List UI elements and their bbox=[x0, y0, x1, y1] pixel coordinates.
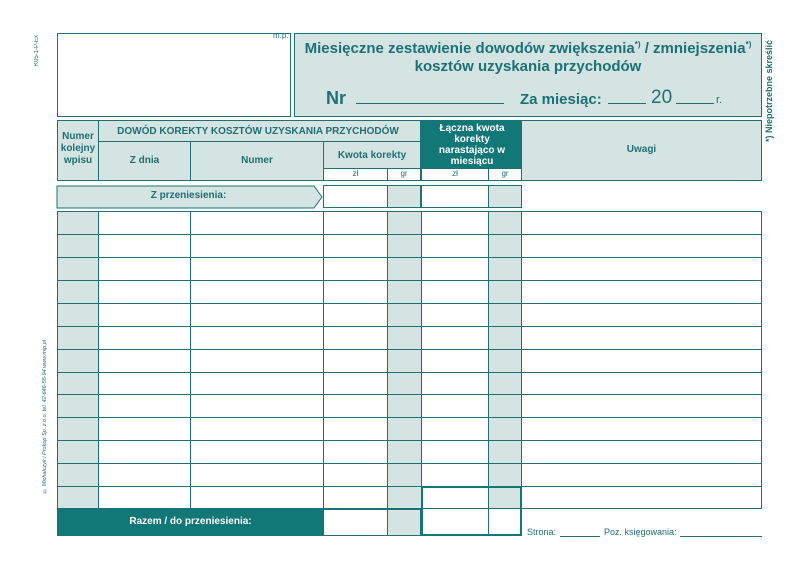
stamp-box bbox=[57, 33, 291, 117]
z-przeniesienia-kwota-gr[interactable] bbox=[387, 185, 421, 208]
header-numer-kolejny-label: Numer kolejny wpisu bbox=[60, 131, 96, 166]
stamp-label: m.p. bbox=[273, 31, 289, 40]
table-row[interactable] bbox=[57, 417, 762, 418]
year-suffix: r. bbox=[716, 94, 723, 106]
form-code: K05-1-P-Ex bbox=[34, 35, 40, 67]
za-miesiac-label: Za miesiąc: bbox=[520, 91, 602, 108]
poz-field[interactable] bbox=[680, 536, 762, 537]
title-mark2: *) bbox=[745, 40, 752, 49]
laczna-final-divider bbox=[488, 488, 489, 534]
z-przeniesienia-laczna-gr[interactable] bbox=[488, 185, 522, 208]
grid-vline bbox=[190, 211, 191, 509]
table-row[interactable] bbox=[57, 394, 762, 395]
header-z-dnia-label: Z dnia bbox=[129, 155, 160, 166]
header-dowod-label: DOWÓD KOREKTY KOSZTÓW UZYSKANIA PRZYCHODÓW bbox=[117, 126, 399, 137]
razem-kwota-gr[interactable] bbox=[387, 509, 421, 536]
table-row[interactable] bbox=[57, 326, 762, 327]
title-mark1: *) bbox=[634, 40, 641, 49]
grid-vline bbox=[387, 211, 388, 509]
header-uwagi-label: Uwagi bbox=[626, 144, 657, 155]
year-field[interactable] bbox=[676, 103, 714, 104]
header-kwota-label: Kwota korekty bbox=[337, 150, 407, 161]
strona-field[interactable] bbox=[560, 536, 600, 537]
header-laczna-zl-label: zł bbox=[452, 169, 458, 178]
grid-vline bbox=[488, 211, 489, 509]
laczna-final-box[interactable] bbox=[421, 486, 522, 536]
table-row[interactable] bbox=[57, 349, 762, 350]
z-przeniesienia-laczna-zl[interactable] bbox=[421, 185, 489, 208]
grid-vline bbox=[421, 211, 422, 509]
table-row[interactable] bbox=[57, 303, 762, 304]
razem-label: Razem / do przeniesienia: bbox=[129, 516, 252, 527]
poz-label: Poz. księgowania: bbox=[604, 527, 677, 537]
table-row[interactable] bbox=[57, 440, 762, 441]
page-title bbox=[294, 36, 762, 76]
year-prefix: 20 bbox=[651, 87, 673, 108]
header-kwota-gr-label: gr bbox=[400, 169, 408, 178]
grid-vline bbox=[98, 211, 99, 509]
table-row[interactable] bbox=[57, 463, 762, 464]
grid-vline bbox=[323, 211, 324, 509]
table-row[interactable] bbox=[57, 257, 762, 258]
month-field[interactable] bbox=[608, 103, 646, 104]
header-numer-label: Numer bbox=[241, 155, 273, 166]
table-row[interactable] bbox=[57, 234, 762, 235]
table-row[interactable] bbox=[57, 280, 762, 281]
title-line1: Miesięczne zestawienie dowodów zwiększenia bbox=[304, 40, 635, 57]
table-row[interactable] bbox=[57, 372, 762, 373]
z-przeniesienia-label: Z przeniesienia: bbox=[150, 190, 227, 201]
header-laczna-gr-label: gr bbox=[501, 169, 509, 178]
publisher-note: © Michalczyk i Prokop Sp. z o.o. tel. 42-646-55-94 www.mip.pl bbox=[42, 340, 48, 494]
header-laczna-label: Łączna kwota korekty narastająco w miesiącu bbox=[438, 123, 506, 167]
side-note: *) Niepotrzebne skreślić bbox=[764, 40, 774, 143]
z-przeniesienia-kwota-zl[interactable] bbox=[323, 185, 388, 208]
strona-label: Strona: bbox=[527, 527, 557, 537]
grid-vline bbox=[521, 211, 522, 509]
table-row[interactable] bbox=[57, 486, 762, 487]
header-kwota-zl-label: zł bbox=[352, 169, 359, 178]
title-line2: kosztów uzyskania przychodów bbox=[414, 58, 642, 75]
razem-kwota-zl[interactable] bbox=[323, 509, 388, 536]
nr-field[interactable] bbox=[356, 103, 504, 104]
title-slash: / zmniejszenia bbox=[640, 40, 746, 57]
nr-label: Nr bbox=[326, 88, 347, 108]
